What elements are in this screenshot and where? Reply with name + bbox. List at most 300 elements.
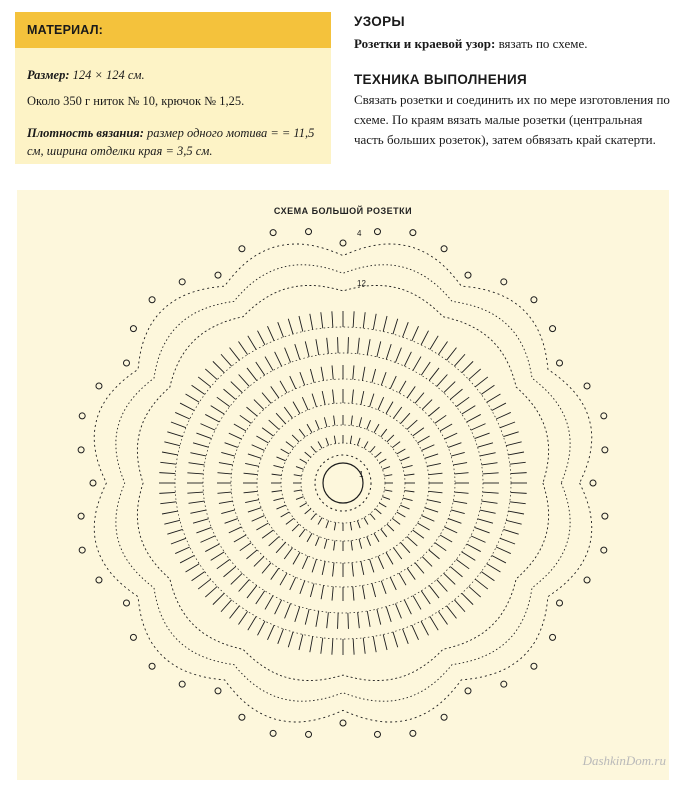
double-crochet-stitch (362, 367, 364, 381)
double-crochet-stitch (352, 563, 353, 577)
double-crochet-stitch (482, 501, 498, 503)
picot (239, 714, 245, 720)
double-crochet-stitch (450, 567, 462, 577)
double-crochet-stitch (293, 552, 300, 564)
double-crochet-stitch (407, 537, 417, 546)
double-crochet-stitch (450, 389, 462, 399)
double-crochet-stitch (189, 463, 205, 465)
double-crochet-stitch (372, 369, 376, 383)
row-number-label: 1 (359, 470, 364, 479)
picot (465, 688, 471, 694)
double-crochet-stitch (500, 422, 515, 428)
double-crochet-stitch (401, 542, 410, 552)
double-crochet-stitch (483, 473, 499, 474)
double-crochet-stitch (302, 397, 308, 410)
double-crochet-stitch (447, 348, 457, 361)
double-crochet-stitch (280, 573, 287, 585)
double-crochet-stitch (299, 634, 303, 650)
double-crochet-stitch (257, 331, 264, 345)
double-crochet-stitch (370, 394, 374, 407)
double-crochet-stitch (273, 498, 283, 501)
double-crochet-stitch (198, 579, 211, 589)
double-crochet-stitch (393, 319, 398, 334)
patterns-desc: вязать по схеме. (498, 36, 588, 51)
double-crochet-stitch (299, 316, 303, 332)
double-crochet-stitch (300, 581, 305, 594)
double-crochet-stitch (397, 512, 406, 517)
double-crochet-stitch (404, 491, 414, 492)
double-crochet-stitch (370, 514, 375, 520)
double-crochet-stitch (394, 548, 402, 559)
double-crochet-stitch (316, 339, 319, 355)
double-crochet-stitch (455, 492, 469, 493)
double-crochet-stitch (397, 449, 406, 454)
double-crochet-stitch (160, 462, 176, 464)
double-crochet-stitch (510, 462, 526, 464)
double-crochet-stitch (159, 473, 175, 474)
double-crochet-stitch (248, 454, 261, 458)
double-crochet-stitch (482, 463, 498, 465)
double-crochet-stitch (413, 530, 424, 538)
double-crochet-stitch (305, 609, 309, 625)
picot (531, 663, 537, 669)
double-crochet-stitch (267, 625, 274, 640)
double-crochet-stitch (248, 336, 256, 350)
double-crochet-stitch (190, 510, 206, 513)
double-crochet-stitch (429, 585, 439, 598)
double-crochet-stitch (231, 382, 243, 393)
double-crochet-stitch (403, 465, 413, 468)
double-crochet-stitch (429, 473, 443, 474)
double-crochet-stitch (310, 636, 313, 652)
double-crochet-stitch (321, 367, 323, 381)
double-crochet-stitch (225, 443, 238, 448)
double-crochet-stitch (252, 445, 265, 451)
double-crochet-stitch (324, 539, 327, 549)
double-crochet-stitch (276, 505, 285, 509)
double-crochet-stitch (271, 568, 279, 579)
double-crochet-stitch (327, 338, 329, 354)
double-crochet-stitch (238, 611, 247, 624)
double-crochet-stitch (374, 533, 379, 542)
double-crochet-stitch (387, 524, 394, 531)
double-crochet-stitch (393, 632, 398, 647)
diagram-panel (17, 190, 669, 780)
double-crochet-stitch (192, 385, 205, 394)
double-crochet-stitch (248, 617, 256, 631)
double-crochet-stitch (367, 537, 371, 546)
picot (374, 731, 380, 737)
double-crochet-stitch (451, 452, 465, 456)
picot (550, 326, 556, 332)
double-crochet-stitch (506, 520, 522, 524)
picot (374, 229, 380, 235)
double-crochet-stitch (456, 397, 469, 406)
double-crochet-stitch (300, 503, 307, 507)
picot (215, 272, 221, 278)
double-crochet-stitch (467, 544, 481, 552)
double-crochet-stitch (387, 435, 394, 442)
double-crochet-stitch (444, 573, 456, 584)
double-crochet-stitch (167, 432, 182, 437)
double-crochet-stitch (311, 446, 316, 452)
double-crochet-stitch (358, 612, 360, 628)
double-crochet-stitch (225, 519, 238, 524)
stitch-round (257, 403, 429, 563)
double-crochet-stitch (377, 609, 381, 625)
double-crochet-stitch (379, 503, 386, 507)
double-crochet-stitch (363, 312, 365, 328)
picot (90, 480, 96, 486)
double-crochet-stitch (205, 414, 219, 422)
double-crochet-stitch (275, 600, 282, 614)
double-crochet-stitch (332, 587, 333, 601)
double-crochet-stitch (334, 436, 335, 444)
double-crochet-stitch (187, 492, 203, 493)
double-crochet-stitch (307, 424, 312, 433)
double-crochet-stitch (390, 376, 396, 389)
double-crochet-stitch (285, 348, 291, 363)
picot (130, 634, 136, 640)
double-crochet-stitch (430, 336, 438, 350)
double-crochet-stitch (350, 522, 351, 530)
double-crochet-stitch (511, 473, 527, 474)
double-crochet-stitch (487, 394, 501, 402)
double-crochet-stitch (211, 552, 225, 560)
picot (239, 246, 245, 252)
double-crochet-stitch (288, 632, 293, 647)
picot (78, 447, 84, 453)
double-crochet-stitch (451, 510, 465, 514)
double-crochet-stitch (469, 369, 481, 380)
double-crochet-stitch (247, 585, 257, 598)
double-crochet-stitch (244, 473, 258, 474)
double-crochet-stitch (440, 535, 452, 542)
double-crochet-stitch (334, 541, 335, 551)
double-crochet-stitch (171, 538, 186, 544)
double-crochet-stitch (322, 391, 325, 405)
double-crochet-stitch (295, 607, 300, 622)
picot (270, 230, 276, 236)
double-crochet-stitch (403, 629, 409, 644)
double-crochet-stitch (186, 564, 200, 572)
double-crochet-stitch (281, 449, 290, 454)
double-crochet-stitch (401, 413, 410, 423)
double-crochet-stitch (296, 467, 304, 470)
materials-box (15, 12, 331, 164)
double-crochet-stitch (205, 544, 219, 552)
picot (501, 681, 507, 687)
double-crochet-stitch (445, 433, 458, 439)
double-crochet-stitch (435, 543, 446, 551)
double-crochet-stitch (399, 381, 406, 393)
double-crochet-stitch (417, 436, 429, 443)
double-crochet-stitch (180, 555, 194, 562)
double-crochet-stitch (361, 391, 364, 405)
double-crochet-stitch (159, 492, 175, 493)
double-crochet-stitch (318, 518, 322, 525)
picot (179, 681, 185, 687)
double-crochet-stitch (348, 613, 349, 629)
double-crochet-stitch (353, 639, 354, 655)
double-crochet-stitch (248, 508, 261, 512)
double-crochet-stitch (247, 368, 257, 381)
double-crochet-stitch (378, 397, 384, 410)
double-crochet-stitch (238, 341, 247, 354)
picot (602, 513, 608, 519)
double-crochet-stitch (217, 492, 231, 493)
double-crochet-stitch (271, 386, 279, 397)
picot (215, 688, 221, 694)
double-crochet-stitch (231, 573, 243, 584)
double-crochet-stitch (373, 314, 376, 330)
double-crochet-stitch (350, 436, 351, 444)
double-crochet-stitch (240, 415, 251, 423)
picot (590, 480, 596, 486)
row-number-label: 4 (357, 229, 362, 238)
double-crochet-stitch (265, 357, 273, 371)
double-crochet-stitch (353, 587, 354, 601)
double-crochet-stitch (421, 331, 428, 345)
double-crochet-stitch (395, 348, 401, 363)
double-crochet-stitch (407, 386, 415, 397)
picot (179, 279, 185, 285)
double-crochet-stitch (475, 527, 490, 532)
double-crochet-stitch (478, 443, 493, 447)
double-crochet-stitch (327, 612, 329, 628)
double-crochet-stitch (162, 452, 178, 455)
double-crochet-stitch (252, 516, 265, 522)
double-crochet-stitch (189, 501, 205, 503)
double-crochet-stitch (370, 446, 375, 452)
double-crochet-stitch (312, 559, 316, 572)
double-crochet-stitch (276, 542, 285, 552)
double-crochet-stitch (475, 377, 488, 387)
double-crochet-stitch (180, 403, 194, 410)
double-crochet-stitch (275, 352, 282, 366)
double-crochet-stitch (471, 536, 486, 543)
double-crochet-stitch (175, 547, 190, 554)
double-crochet-stitch (417, 523, 429, 530)
double-crochet-stitch (492, 403, 506, 410)
double-crochet-stitch (219, 463, 233, 465)
double-crochet-stitch (372, 583, 376, 597)
patterns-label: Розетки и краевой узор: (354, 36, 496, 51)
double-crochet-stitch (296, 497, 304, 500)
double-crochet-stitch (254, 400, 264, 410)
double-crochet-stitch (302, 556, 308, 569)
double-crochet-stitch (221, 452, 235, 456)
picot (306, 229, 312, 235)
double-crochet-stitch (429, 368, 439, 381)
double-crochet-stitch (190, 453, 206, 456)
double-crochet-stitch (404, 600, 411, 614)
double-crochet-stitch (205, 369, 217, 380)
density-value: размер одного мотива = = 11,5 см, ширина отделки края = 3,5 см. (27, 126, 315, 158)
picot (149, 297, 155, 303)
double-crochet-stitch (351, 541, 352, 551)
double-crochet-stitch (508, 511, 524, 514)
double-crochet-stitch (257, 621, 264, 635)
technique-text: Связать розетки и соединить их по мере изготовления по схеме. По краям вязать малые розетки (центральная часть больших розеток), затем обвязать край скатерти. (354, 92, 670, 147)
double-crochet-stitch (245, 463, 259, 466)
double-crochet-stitch (438, 611, 447, 624)
double-crochet-stitch (281, 512, 290, 517)
double-crochet-stitch (384, 490, 392, 491)
double-crochet-stitch (217, 559, 230, 568)
double-crochet-stitch (430, 617, 438, 631)
double-crochet-stitch (332, 311, 333, 327)
double-crochet-stitch (312, 394, 316, 407)
double-crochet-stitch (453, 501, 467, 503)
double-crochet-stitch (383, 316, 387, 332)
double-crochet-stitch (164, 520, 180, 524)
picot (79, 547, 85, 553)
double-crochet-stitch (326, 521, 329, 529)
double-crochet-stitch (503, 529, 518, 534)
picot (602, 447, 608, 453)
double-crochet-stitch (333, 390, 334, 404)
double-crochet-stitch (338, 337, 339, 353)
double-crochet-stitch (421, 621, 428, 635)
double-crochet-stitch (400, 457, 409, 461)
double-crochet-stitch (392, 518, 400, 524)
double-crochet-stitch (361, 561, 364, 575)
double-crochet-stitch (444, 382, 456, 393)
double-crochet-stitch (229, 433, 242, 439)
double-crochet-stitch (276, 457, 285, 461)
double-crochet-stitch (469, 586, 481, 597)
double-crochet-stitch (492, 555, 506, 562)
double-crochet-stitch (483, 492, 499, 493)
double-crochet-stitch (175, 412, 190, 419)
double-crochet-stitch (262, 563, 271, 574)
double-crochet-stitch (374, 424, 379, 433)
double-crochet-stitch (234, 424, 246, 431)
double-crochet-stitch (164, 442, 180, 446)
double-crochet-stitch (447, 606, 457, 619)
picot (340, 720, 346, 726)
double-crochet-stitch (196, 527, 211, 532)
double-crochet-stitch (412, 326, 419, 341)
double-crochet-stitch (379, 459, 386, 463)
picot (601, 547, 607, 553)
double-crochet-stitch (293, 402, 300, 414)
double-crochet-stitch (322, 561, 325, 575)
double-crochet-stitch (221, 354, 232, 366)
double-crochet-stitch (375, 452, 381, 457)
double-crochet-stitch (193, 519, 208, 523)
double-crochet-stitch (415, 563, 424, 574)
double-crochet-stitch (262, 530, 273, 538)
double-crochet-stitch (375, 509, 381, 514)
double-crochet-stitch (481, 385, 494, 394)
double-crochet-stitch (262, 393, 271, 404)
double-crochet-stitch (386, 552, 393, 564)
double-crochet-stitch (338, 613, 339, 629)
picot (410, 230, 416, 236)
double-crochet-stitch (167, 529, 182, 534)
picot (96, 577, 102, 583)
double-crochet-stitch (196, 433, 211, 438)
double-crochet-stitch (429, 491, 443, 492)
double-crochet-stitch (292, 435, 299, 442)
double-crochet-stitch (321, 585, 323, 599)
double-crochet-stitch (413, 596, 421, 610)
picot (306, 731, 312, 737)
double-crochet-stitch (359, 539, 362, 549)
double-crochet-stitch (256, 436, 268, 443)
double-crochet-stitch (377, 341, 381, 357)
double-crochet-stitch (333, 563, 334, 577)
double-crochet-stitch (288, 319, 293, 334)
double-crochet-stitch (382, 497, 390, 500)
double-crochet-stitch (187, 473, 203, 474)
double-crochet-stitch (367, 420, 371, 429)
double-crochet-stitch (245, 500, 259, 503)
double-crochet-stitch (373, 636, 376, 652)
double-crochet-stitch (362, 585, 364, 599)
double-crochet-stitch (324, 417, 327, 427)
double-crochet-stitch (278, 322, 284, 337)
double-crochet-stitch (480, 510, 496, 513)
double-crochet-stitch (462, 593, 473, 604)
double-crochet-stitch (422, 516, 435, 522)
double-crochet-stitch (213, 361, 224, 372)
double-crochet-stitch (403, 322, 409, 337)
double-crochet-stitch (427, 500, 441, 503)
double-crochet-stitch (286, 442, 294, 448)
size-line (27, 68, 145, 83)
double-crochet-stitch (272, 491, 282, 492)
density-line (27, 124, 327, 160)
double-crochet-stitch (407, 420, 417, 429)
double-crochet-stitch (290, 577, 296, 590)
double-crochet-stitch (223, 389, 235, 399)
double-crochet-stitch (294, 475, 302, 476)
double-crochet-stitch (367, 611, 370, 627)
picot (441, 714, 447, 720)
picot (123, 360, 129, 366)
double-crochet-stitch (496, 547, 511, 554)
double-crochet-stitch (321, 638, 323, 654)
double-crochet-stitch (256, 523, 268, 530)
double-crochet-stitch (294, 490, 302, 491)
double-crochet-stitch (334, 522, 335, 530)
double-crochet-stitch (305, 509, 311, 514)
double-crochet-stitch (299, 429, 305, 437)
double-crochet-stitch (352, 390, 353, 404)
double-crochet-stitch (471, 424, 486, 431)
double-crochet-stitch (359, 417, 362, 427)
density-label: Плотность вязания: (27, 126, 144, 140)
double-crochet-stitch (381, 581, 386, 594)
double-crochet-stitch (403, 498, 413, 501)
picot (501, 279, 507, 285)
double-crochet-stitch (300, 459, 307, 463)
double-crochet-stitch (269, 420, 279, 429)
double-crochet-stitch (285, 604, 291, 619)
double-crochet-stitch (334, 416, 335, 426)
double-crochet-stitch (353, 365, 354, 379)
double-crochet-stitch (456, 559, 469, 568)
double-crochet-stitch (200, 536, 215, 543)
double-crochet-stitch (421, 362, 430, 375)
double-crochet-stitch (357, 521, 360, 529)
double-crochet-stitch (192, 572, 205, 581)
double-crochet-stitch (448, 519, 461, 524)
double-crochet-stitch (425, 508, 438, 512)
